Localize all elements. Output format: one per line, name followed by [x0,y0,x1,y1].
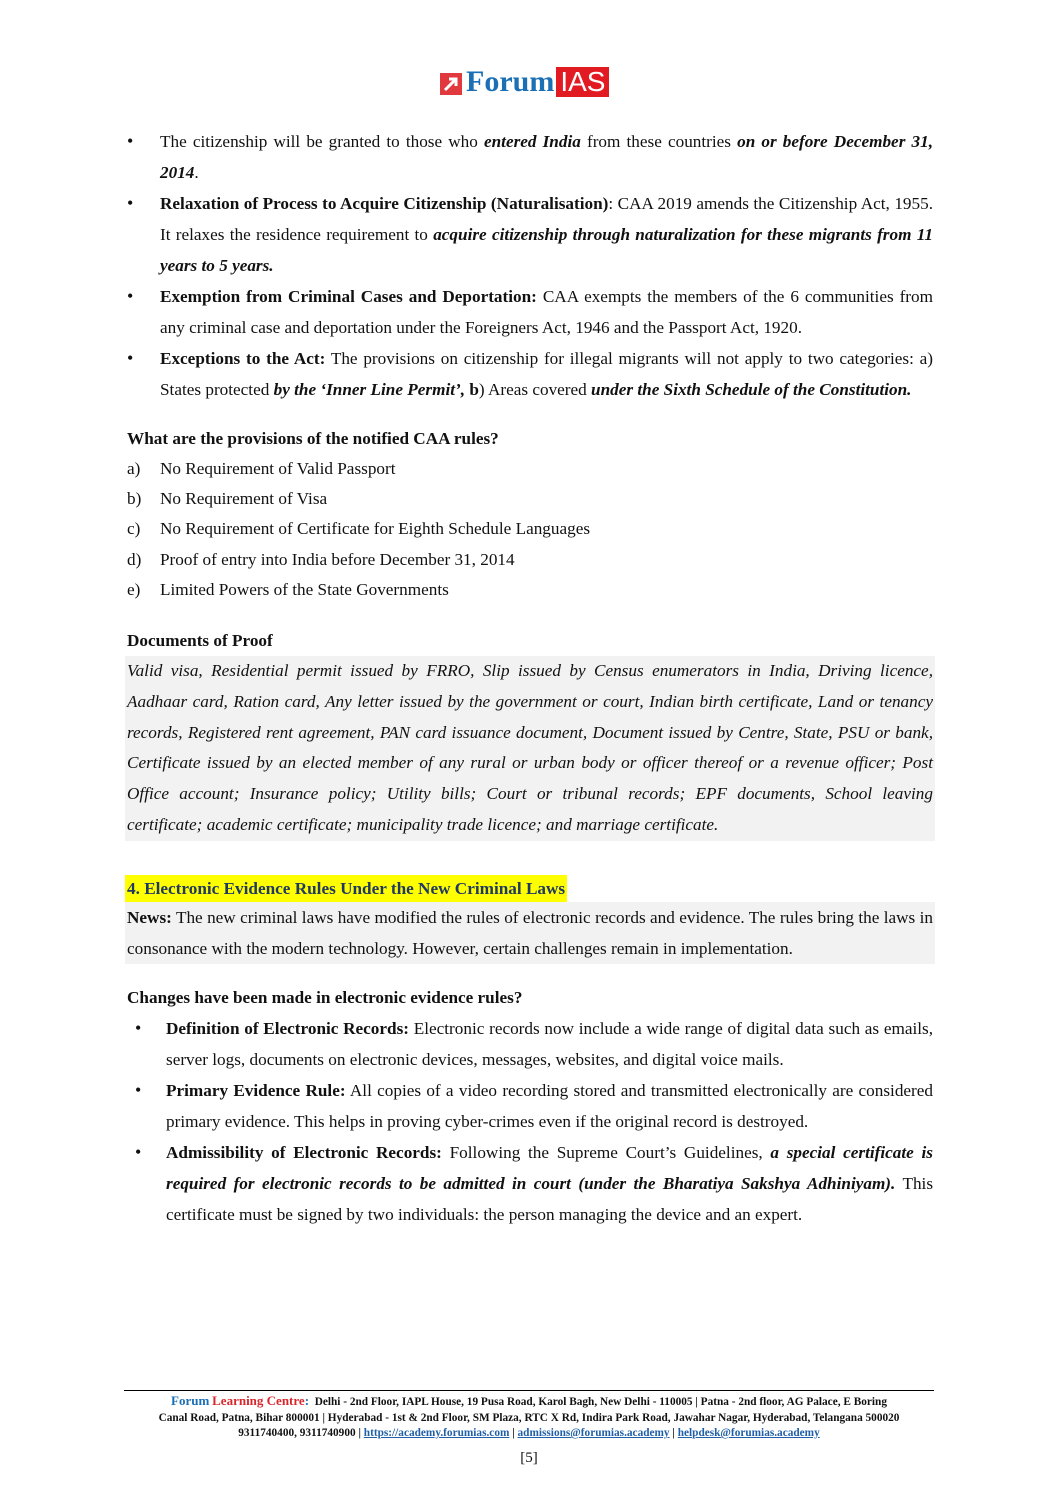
bullet-item [127,126,933,188]
provision-item [127,545,933,575]
bullet-item [127,1137,933,1230]
provision-text: No Requirement of Visa [160,489,328,509]
list-marker: c) [127,519,141,539]
footer-phones: 9311740400, 9311740900 [238,1427,356,1439]
section-title-electronic-evidence: 4. Electronic Evidence Rules Under the New Criminal Laws [125,875,567,902]
separator: | [512,1427,515,1439]
bullet-text: Admissibility of Electronic Records: [166,1142,442,1162]
admissions-email-link[interactable]: admissions@forumias.academy [517,1427,670,1439]
footer-contacts [124,1426,934,1442]
bullet-text: All copies of a video recording stored and transmitted electronically are considered primary evidence. This helps in proving cyber-crimes even if the original record is destroyed. [166,1080,933,1131]
bullet-text: b [469,380,479,399]
footer-org-blue: Forum [171,1393,210,1408]
bullet-icon [135,1013,141,1044]
footer-address-1: Delhi - 2nd Floor, IAPL House, 19 Pusa Road, Karol Bagh, New Delhi - 110005 | Patna - 2nd floor, AG Palace, E Boring [314,1396,887,1408]
bullet-text: under the Sixth Schedule of the Constitution. [591,380,912,399]
list-marker: d) [127,549,142,569]
provision-text: No Requirement of Valid Passport [160,459,396,478]
bullet-text: . [194,163,199,182]
footer-colon: : [304,1393,310,1408]
logo-forum-text: Forum [466,65,555,98]
footer [124,1390,934,1442]
provision-text: Limited Powers of the State Governments [160,579,449,599]
bullet-text: acquire citizenship through naturalization for these migrants from 11 years to 5 years. [160,225,933,275]
bullet-text: Exceptions to the Act: [160,349,326,368]
bullet-text: This certificate must be signed by two individuals: the person managing the device and an expert. [166,1173,934,1224]
bullet-icon [127,126,133,157]
provision-item [127,514,933,544]
changes-heading: Changes have been made in electronic evidence rules? [127,987,523,1007]
footer-org-red: Learning Centre [212,1393,305,1408]
bullet-text: The citizenship will be granted to those who [160,132,484,151]
provisions-heading: What are the provisions of the notified CAA rules? [127,429,499,448]
bullet-text: ) Areas covered [478,380,592,399]
bullet-text: Definition of Electronic Records: [166,1018,410,1038]
provision-item [127,575,933,605]
bullet-text: Primary Evidence Rule: [166,1080,346,1100]
list-marker: b) [127,489,142,509]
arrow-up-right-icon [440,73,462,95]
bullet-text: CAA exempts the members of the 6 communities from any criminal case and deportation under the Foreigners Act, 1946 and the Passport Act, 1920. [160,287,933,337]
bullet-text: by the ‘Inner Line Permit’, [273,380,466,399]
provision-text: No Requirement of Certificate for Eighth Schedule Languages [160,519,591,539]
forumias-logo [440,66,609,98]
website-link[interactable]: https://academy.forumias.com [363,1427,510,1439]
list-marker: a) [127,459,141,478]
list-marker: e) [127,579,141,599]
provisions-list [127,454,933,605]
news-label: News: [127,907,172,927]
bullet-text: Relaxation of Process to Acquire Citizenship (Naturalisation) [160,194,609,213]
bullet-text: on or before December 31, 2014 [160,132,933,182]
separator: | [672,1427,675,1439]
bullet-text: a special certificate is required for electronic records to be admitted in court (under the Bharatiya Sakshya Adhiniyam). [166,1142,933,1193]
bullet-text: Exemption from Criminal Cases and Deportation: [160,287,537,306]
bullet-text: : CAA 2019 amends the Citizenship Act, 1955. It relaxes the residence requirement to [160,194,933,244]
proof-documents-box: Valid visa, Residential permit issued by FRRO, Slip issued by Census enumerators in India, Driving licence, Aadhaar card, Ration card, Any letter issued by the government or court, Indian birth certificate, Land or tenancy records, Registered rent agreement, PAN card issuance document, Document issued by Centre, State, PSU or bank, Certificate issued by an elected member of any rural or urban body or officer thereof or a revenue officer; Post Office account; Insurance policy; Utility bills; Court or tribunal records; EPF documents, School leaving certificate; academic certificate; municipality trade licence; and marriage certificate. [125,656,935,841]
evidence-bullets [127,1013,933,1230]
page-content [127,126,933,1230]
bullet-icon [135,1137,141,1168]
provision-item [127,454,933,484]
bullet-text: Electronic records now include a wide range of digital data such as emails, server logs, documents on electronic devices, messages, websites, and digital voice mails. [166,1018,933,1069]
news-box [125,902,935,964]
bullet-icon [127,281,133,312]
bullet-icon [127,188,133,219]
bullet-item [127,343,933,405]
bullet-item [127,188,933,281]
bullet-icon [135,1075,141,1106]
bullet-item [127,1075,933,1137]
logo-ias-text: IAS [556,67,609,97]
bullet-text: entered India [483,132,581,151]
helpdesk-email-link[interactable]: helpdesk@forumias.academy [677,1427,820,1439]
bullet-item [127,281,933,343]
provision-item [127,484,933,514]
bullet-icon [127,343,133,374]
news-text: The new criminal laws have modified the rules of electronic records and evidence. The rules bring the laws in consonance with the modern technology. However, certain challenges remain in implementation. [127,907,933,958]
bullet-text: from these countries [580,132,738,151]
page-number: [5] [520,1450,538,1466]
bullet-text: The provisions on citizenship for illegal migrants will not apply to two categories: a) States protected [160,349,933,399]
separator: | [358,1427,361,1439]
bullet-text: Following the Supreme Court’s Guidelines, [441,1142,771,1162]
footer-line-1 [124,1393,934,1411]
caa-bullets [127,126,933,405]
proof-heading: Documents of Proof [127,631,273,651]
provision-text: Proof of entry into India before December 31, 2014 [160,549,515,569]
footer-address-2: Canal Road, Patna, Bihar 800001 | Hyderabad - 1st & 2nd Floor, SM Plaza, RTC X Rd, Indira Park Road, Jawahar Nagar, Hyderabad, Telangana 500020 [158,1411,900,1424]
bullet-item [127,1013,933,1075]
